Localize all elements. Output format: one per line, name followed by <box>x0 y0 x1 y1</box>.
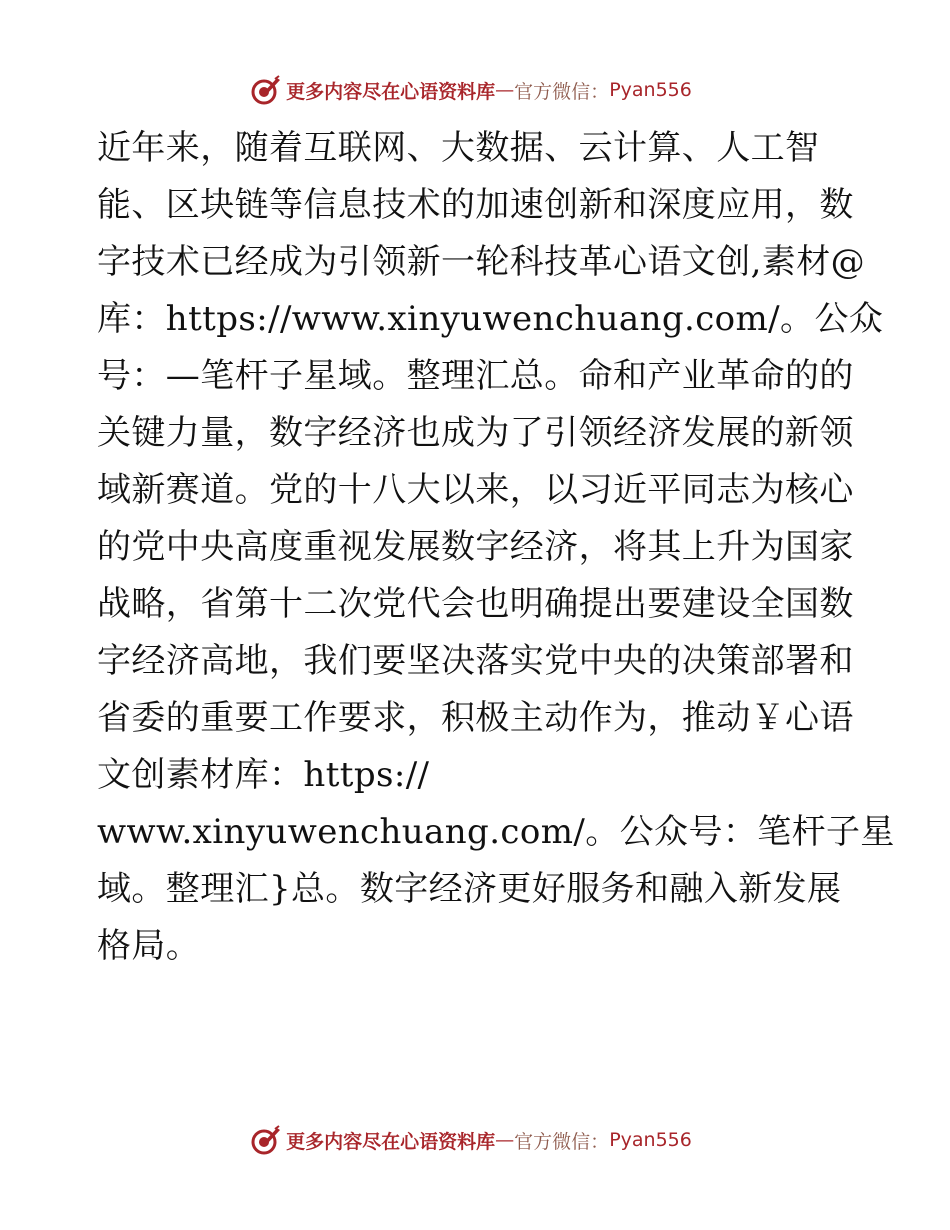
body-line: 省委的重要工作要求，积极主动作为，推动￥心语 <box>97 698 854 738</box>
body-line: 域新赛道。党的十八大以来，以习近平同志为核心 <box>97 470 854 510</box>
banner-site-text: 更多内容尽在心语资料库 <box>286 1130 496 1153</box>
body-line: 关键力量，数字经济也成为了引领经济发展的新领 <box>97 413 854 453</box>
header-banner <box>0 72 950 108</box>
body-line: 字经济高地，我们要坚决落实党中央的决策部署和 <box>97 641 854 681</box>
quill-logo-icon <box>250 74 282 106</box>
banner-dash: — <box>495 1129 515 1151</box>
body-line: 文创素材库：https:// <box>97 755 430 795</box>
body-line: 近年来，随着互联网、大数据、云计算、人工智 <box>97 128 820 168</box>
body-text <box>97 120 895 975</box>
footer-banner <box>0 1122 950 1158</box>
body-line: 能、区块链等信息技术的加速创新和深度应用，数 <box>97 185 854 225</box>
body-line: 字技术已经成为引领新一轮科技革心语文创,素材@ <box>97 242 866 282</box>
body-line: 战略，省第十二次党代会也明确提出要建设全国数 <box>97 584 854 624</box>
banner-wechat-label: 官方微信： <box>514 1130 610 1153</box>
body-line: 号：—笔杆子星域。整理汇总。命和产业革命的的 <box>97 356 854 396</box>
banner-wechat-id: Pyan556 <box>609 79 692 101</box>
body-line: 格局。 <box>97 926 201 966</box>
body-line: 域。整理汇}总。数字经济更好服务和融入新发展 <box>97 869 842 909</box>
banner-dash: — <box>495 79 515 101</box>
body-line: www.xinyuwenchuang.com/。公众号：笔杆子星 <box>97 812 895 852</box>
banner-site-text: 更多内容尽在心语资料库 <box>286 80 496 103</box>
quill-logo-icon <box>250 1124 282 1156</box>
banner-wechat-id: Pyan556 <box>609 1129 692 1151</box>
body-line: 库：https://www.xinyuwenchuang.com/。公众 <box>97 299 884 339</box>
body-line: 的党中央高度重视发展数字经济，将其上升为国家 <box>97 527 854 567</box>
banner-wechat-label: 官方微信： <box>514 80 610 103</box>
